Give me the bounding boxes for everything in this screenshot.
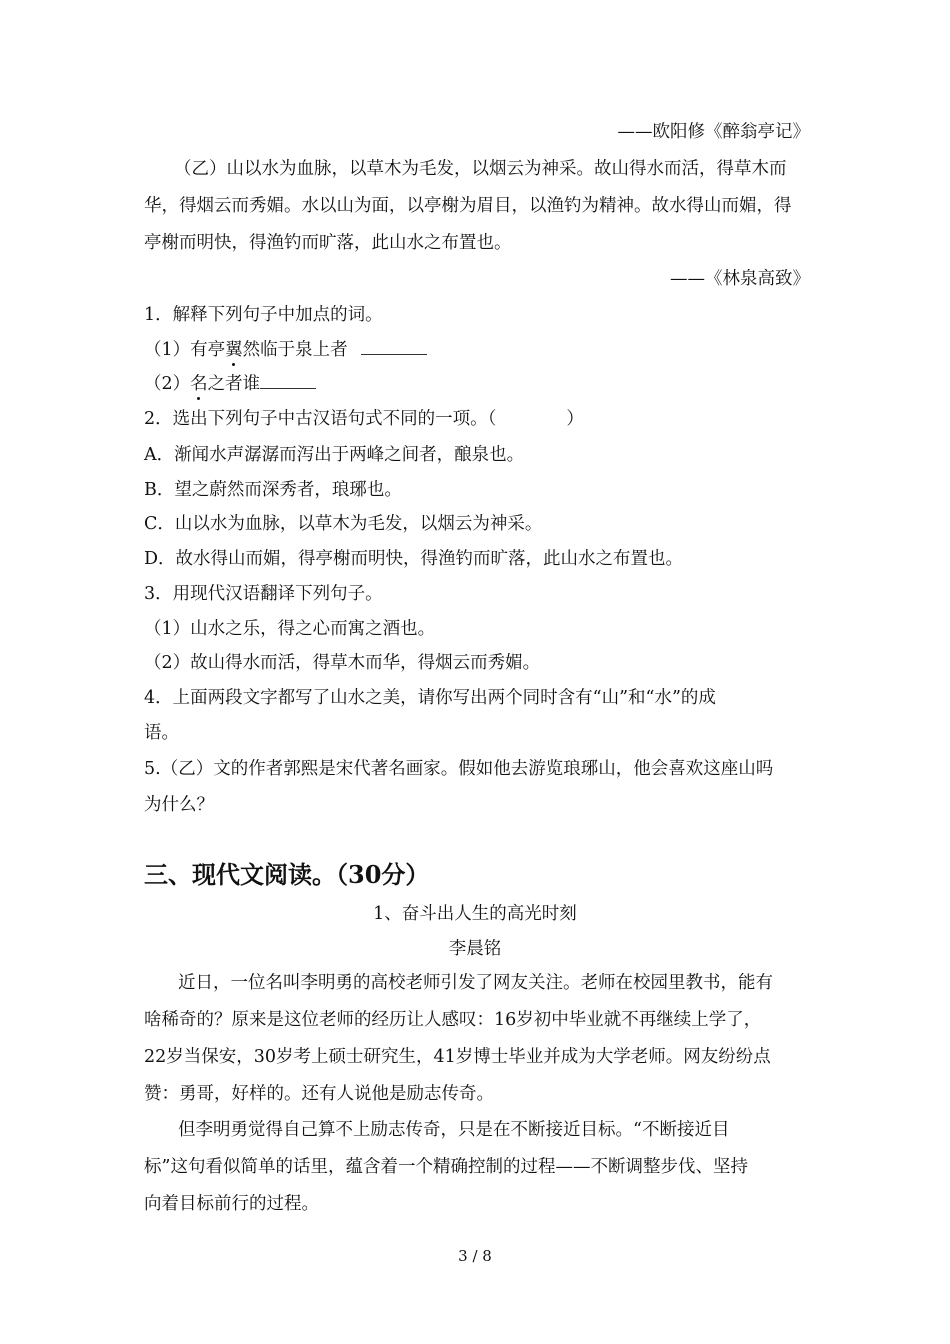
- para2-line-2: 标”这句看似简单的话里，蕴含着一个精确控制的过程——不断调整步伐、坚持: [144, 1157, 748, 1177]
- source-attribution-2: ——《林泉高致》: [670, 269, 810, 289]
- q4-line-2: 语。: [144, 723, 179, 743]
- para2-line-1: 但李明勇觉得自己算不上励志传奇，只是在不断接近目标。“不断接近目: [178, 1120, 730, 1140]
- article-author: 李晨铭: [448, 939, 502, 959]
- para1-line-1: 近日，一位名叫李明勇的高校老师引发了网友关注。老师在校园里教书，能有: [178, 973, 773, 993]
- q1-stem: 1．解释下列句子中加点的词。: [144, 305, 383, 325]
- para1-line-4: 赞：勇哥，好样的。还有人说他是励志传奇。: [144, 1084, 494, 1104]
- answer-blank[interactable]: [361, 338, 427, 355]
- article-title: 1、奋斗出人生的高光时刻: [373, 904, 577, 924]
- answer-blank[interactable]: [260, 372, 316, 389]
- q1-item-2-after: 之者谁: [207, 374, 261, 394]
- q2-option-b: B．望之蔚然而深秀者，琅琊也。: [144, 480, 402, 500]
- para1-line-3: 22岁当保安，30岁考上硕士研究生，41岁博士毕业并成为大学老师。网友纷纷点: [144, 1047, 771, 1067]
- section-heading: 三、现代文阅读。（30分）: [144, 860, 430, 889]
- emphasis-dot-char: 名: [190, 374, 208, 394]
- emphasis-dot-char: 翼: [225, 340, 243, 360]
- para1-line-2: 啥稀奇的？原来是这位老师的经历让人感叹：16岁初中毕业就不再继续上学了，: [144, 1010, 762, 1030]
- q5-line-2: 为什么？: [144, 795, 214, 815]
- q1-item-1: [144, 338, 427, 361]
- q3-stem: 3．用现代汉语翻译下列句子。: [144, 584, 383, 604]
- q1-item-2: [144, 372, 316, 395]
- q1-item-1-before: （1）有亭: [144, 340, 226, 360]
- q2-option-a: A．渐闻水声潺潺而泻出于两峰之间者，酿泉也。: [144, 445, 525, 465]
- q3-item-1: （1）山水之乐，得之心而寓之酒也。: [144, 619, 436, 639]
- q4-line-1: 4．上面两段文字都写了山水之美，请你写出两个同时含有“山”和“水”的成: [144, 688, 716, 708]
- q3-item-2: （2）故山得水而活，得草木而华，得烟云而秀媚。: [144, 653, 541, 673]
- q2-stem: 2．选出下列句子中古汉语句式不同的一项。（ ）: [144, 409, 584, 429]
- q1-item-2-before: （2）: [144, 374, 191, 394]
- para2-line-3: 向着目标前行的过程。: [144, 1194, 319, 1214]
- passage-yi-line-2: 华，得烟云而秀媚。水以山为面，以亭榭为眉目，以渔钓为精神。故水得山而媚，得: [144, 196, 792, 216]
- passage-yi-line-1: （乙）山以水为血脉，以草木为毛发，以烟云为神采。故山得水而活，得草木而: [174, 159, 787, 179]
- page-number: 3 / 8: [458, 1247, 492, 1265]
- q1-item-1-after: 然临于泉上者: [242, 340, 348, 360]
- passage-yi-line-3: 亭榭而明快，得渔钓而旷落，此山水之布置也。: [144, 233, 512, 253]
- source-attribution-1: ——欧阳修《醉翁亭记》: [617, 122, 810, 142]
- q2-option-c: C．山以水为血脉，以草木为毛发，以烟云为神采。: [144, 514, 543, 534]
- q5-line-1: 5.（乙）文的作者郭熙是宋代著名画家。假如他去游览琅琊山，他会喜欢这座山吗: [144, 759, 774, 779]
- q2-option-d: D．故水得山而媚，得亭榭而明快，得渔钓而旷落，此山水之布置也。: [144, 549, 684, 569]
